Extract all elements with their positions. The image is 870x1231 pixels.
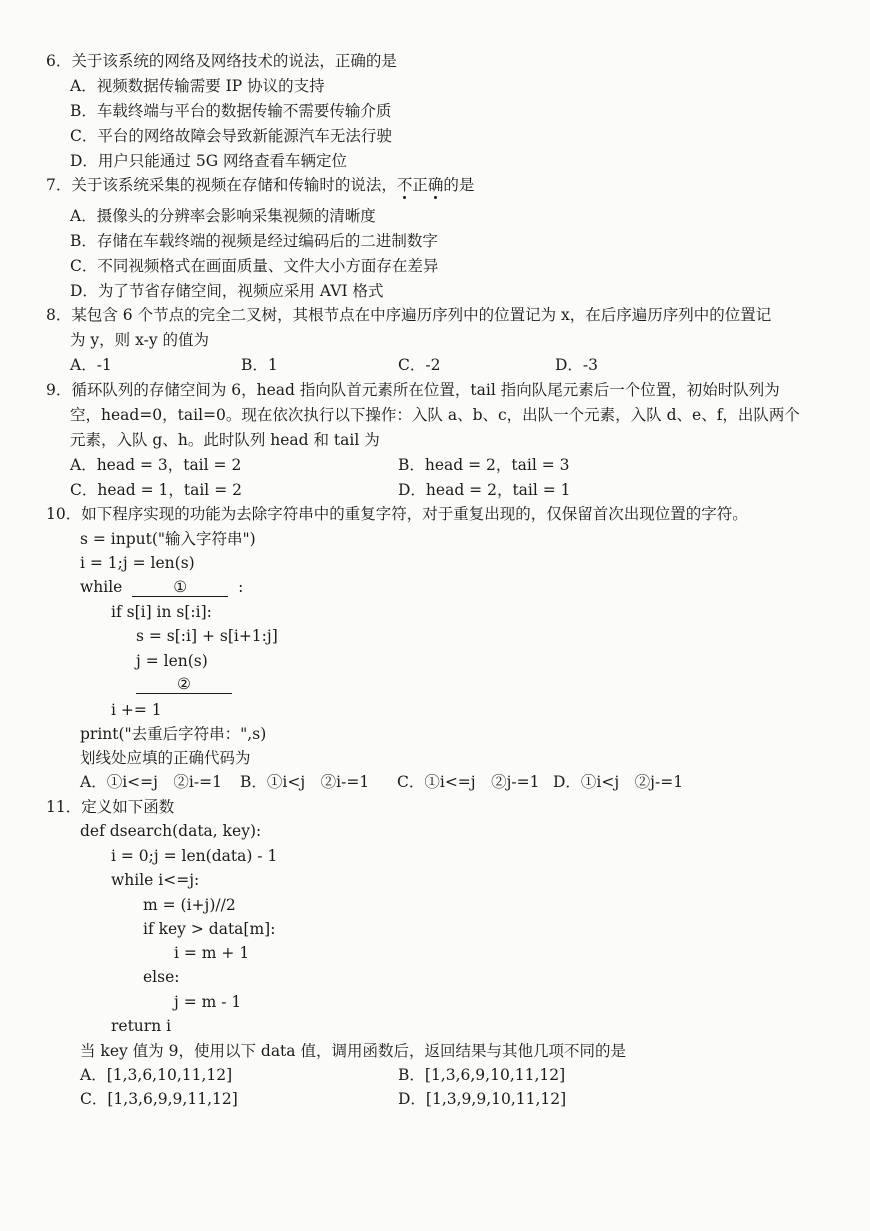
q7-option-d: D．为了节省存储空间，视频应采用 AVI 格式 [70,282,384,300]
q8-option-b: B．1 [241,356,278,374]
q7-option-a: A．摄像头的分辨率会影响采集视频的清晰度 [70,207,376,225]
q9-option-a: A．head = 3，tail = 2 [70,456,242,474]
q10-code-line9: print("去重后字符串：",s) [80,725,267,743]
q11-option-d: D．[1,3,9,9,10,11,12] [398,1090,567,1108]
q10-option-c: C．①i<=j ②j-=1 [397,773,540,791]
q11-code-line8: j = m - 1 [174,993,242,1011]
q11-stem: 11．定义如下函数 [46,798,175,816]
q9-option-c: C．head = 1，tail = 2 [70,481,242,499]
q6-option-c: C．平台的网络故障会导致新能源汽车无法行驶 [70,127,392,145]
q10-option-d: D．①i<j ②j-=1 [553,773,684,791]
q10-code-line6: j = len(s) [136,652,208,670]
q7-emphasis-que: 确 [427,176,444,194]
q10-stem: 10．如下程序实现的功能为去除字符串中的重复字符，对于重复出现的，仅保留首次出现位置的字符。 [46,505,748,523]
q11-option-c: C．[1,3,6,9,9,11,12] [80,1090,238,1108]
q10-prompt: 划线处应填的正确代码为 [80,749,251,767]
q8-option-d: D．-3 [555,356,599,374]
q10-code-line1: s = input("输入字符串") [80,530,256,548]
q9-option-b: B．head = 2，tail = 3 [398,456,570,474]
q11-option-a: A．[1,3,6,10,11,12] [80,1066,233,1084]
q6-option-b: B．车载终端与平台的数据传输不需要传输介质 [70,102,392,120]
q10-code-line8: i += 1 [111,701,162,719]
q11-code-line9: return i [111,1017,172,1035]
q8-option-c: C．-2 [398,356,441,374]
q8-stem-line1: 8．某包含 6 个节点的完全二叉树，其根节点在中序遍历序列中的位置记为 x，在后序遍历序列中的位置记 [46,306,772,324]
q10-code-line5: s = s[:i] + s[i+1:j] [136,627,278,645]
q8-stem-line2: 为 y，则 x-y 的值为 [70,331,210,349]
q11-option-b: B．[1,3,6,9,10,11,12] [398,1066,566,1084]
q10-option-b: B．①i<j ②i-=1 [240,773,370,791]
q7-option-c: C．不同视频格式在画面质量、文件大小方面存在差异 [70,257,439,275]
q9-option-d: D．head = 2，tail = 1 [398,481,571,499]
q7-stem: 7．关于该系统采集的视频在存储和传输时的说法，不正确的是 [46,176,475,194]
q11-code-line6: i = m + 1 [174,944,250,962]
q6-option-a: A．视频数据传输需要 IP 协议的支持 [70,77,325,95]
q9-stem-line3: 元素，入队 g、h。此时队列 head 和 tail 为 [70,431,380,449]
q11-code-line1: def dsearch(data, key): [80,822,262,840]
q9-stem-line2: 空，head=0，tail=0。现在依次执行以下操作：入队 a、b、c，出队一个元素，入队 d、e、f，出队两个 [70,406,800,424]
q10-code-line7 [136,673,232,695]
q7-emphasis-bu: 不 [396,176,413,194]
q10-code-line2: i = 1;j = len(s) [80,554,195,572]
q9-stem-line1: 9．循环队列的存储空间为 6，head 指向队首元素所在位置，tail 指向队尾元素后一个位置，初始时队列为 [46,381,780,399]
q11-code-line4: m = (i+j)//2 [143,896,236,914]
q10-blank-1: ① [132,578,228,597]
q10-code-line3: while ① : [80,578,244,596]
q10-option-a: A．①i<=j ②i-=1 [80,773,222,791]
q11-code-line5: if key > data[m]: [143,920,276,938]
q6-option-d: D．用户只能通过 5G 网络查看车辆定位 [70,152,348,170]
q8-option-a: A．-1 [70,356,112,374]
q6-stem: 6．关于该系统的网络及网络技术的说法，正确的是 [46,52,397,70]
q10-blank-2: ② [136,675,232,694]
q11-code-line7: else: [143,968,180,986]
q7-option-b: B．存储在车载终端的视频是经过编码后的二进制数字 [70,232,438,250]
q10-code-line4: if s[i] in s[:i]: [111,603,212,621]
q11-code-line2: i = 0;j = len(data) - 1 [111,847,278,865]
q11-prompt: 当 key 值为 9，使用以下 data 值，调用函数后，返回结果与其他几项不同的是 [80,1042,626,1060]
q11-code-line3: while i<=j: [111,871,200,889]
